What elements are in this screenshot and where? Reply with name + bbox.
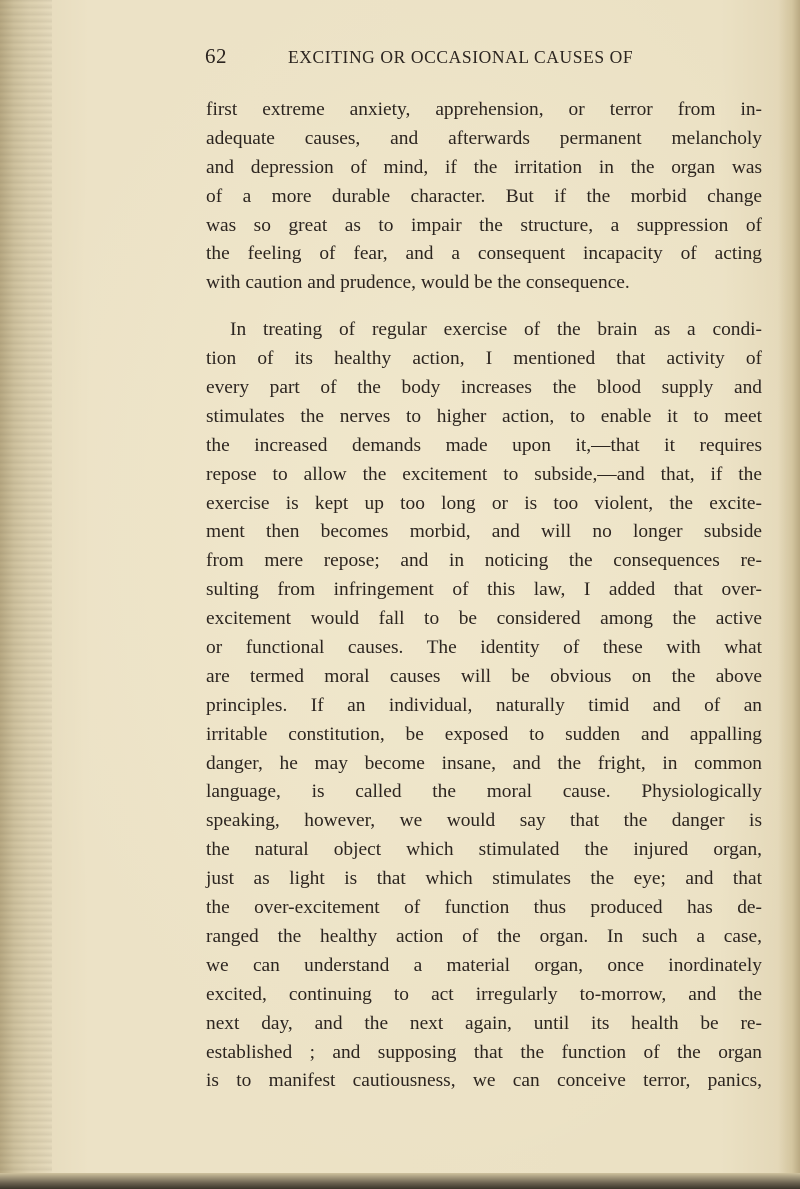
text-line: stimulates the nerves to higher action, to enable it to meet	[206, 405, 762, 427]
paragraph-2	[206, 316, 762, 1096]
text-line: excitement would fall to be considered among the active	[206, 608, 762, 630]
paragraph-gap	[206, 298, 762, 316]
text-line: just as light is that which stimulates the eye; and that	[206, 868, 762, 890]
text-line: principles. If an individual, naturally timid and of an	[206, 694, 762, 716]
text-line: the natural object which stimulated the injured organ,	[206, 839, 762, 861]
running-title: EXCITING OR OCCASIONAL CAUSES OF	[288, 47, 634, 67]
text-line: adequate causes, and afterwards permanent melancholy	[206, 127, 762, 149]
text-line: is to manifest cautiousness, we can conceive terror, panics,	[206, 1070, 762, 1092]
text-line: In treating of regular exercise of the brain as a condi-	[230, 319, 762, 341]
text-line: and depression of mind, if the irritation in the organ was	[206, 156, 762, 178]
text-line: from mere repose; and in noticing the consequences re-	[206, 550, 762, 572]
text-line: the increased demands made upon it,—that it requires	[206, 434, 762, 456]
text-line: with caution and prudence, would be the consequence.	[206, 272, 630, 294]
text-line: ranged the healthy action of the organ. In such a case,	[206, 925, 762, 947]
text-line: irritable constitution, be exposed to sudden and appalling	[206, 723, 762, 745]
text-line: danger, he may become insane, and the fright, in common	[206, 752, 762, 774]
text-line: every part of the body increases the blood supply and	[206, 377, 762, 399]
text-line: first extreme anxiety, apprehension, or terror from in-	[206, 99, 762, 120]
text-line: ment then becomes morbid, and will no longer subside	[206, 521, 762, 543]
text-line: repose to allow the excitement to subside,—and that, if the	[206, 463, 762, 485]
paragraph-1	[206, 96, 762, 298]
page-edge-right	[778, 0, 800, 1189]
text-line: or functional causes. The identity of these with what	[206, 637, 762, 659]
text-line: tion of its healthy action, I mentioned that activity of	[206, 348, 762, 370]
page-edge-bottom	[0, 1173, 800, 1189]
page-binding-left	[0, 0, 52, 1189]
text-line: excited, continuing to act irregularly to-morrow, and the	[206, 983, 762, 1005]
text-line: was so great as to impair the structure, a suppression of	[206, 214, 762, 236]
text-line: language, is called the moral cause. Physiologically	[206, 781, 762, 803]
text-line: established ; and supposing that the function of the organ	[206, 1041, 762, 1063]
text-line: exercise is kept up too long or is too violent, the excite-	[206, 492, 762, 514]
text-line: sulting from infringement of this law, I added that over-	[206, 579, 762, 601]
text-line: the feeling of fear, and a consequent incapacity of acting	[206, 243, 762, 265]
text-line: the over-excitement of function thus produced has de-	[206, 897, 762, 919]
text-line: we can understand a material organ, once inordinately	[206, 954, 762, 976]
body-text	[206, 96, 762, 1096]
text-line: are termed moral causes will be obvious on the above	[206, 665, 762, 687]
text-line: speaking, however, we would say that the danger is	[206, 810, 762, 832]
page-header	[0, 44, 800, 74]
text-line: of a more durable character. But if the morbid change	[206, 185, 762, 207]
text-line: next day, and the next again, until its health be re-	[206, 1012, 762, 1034]
page-number: 62	[205, 44, 227, 68]
